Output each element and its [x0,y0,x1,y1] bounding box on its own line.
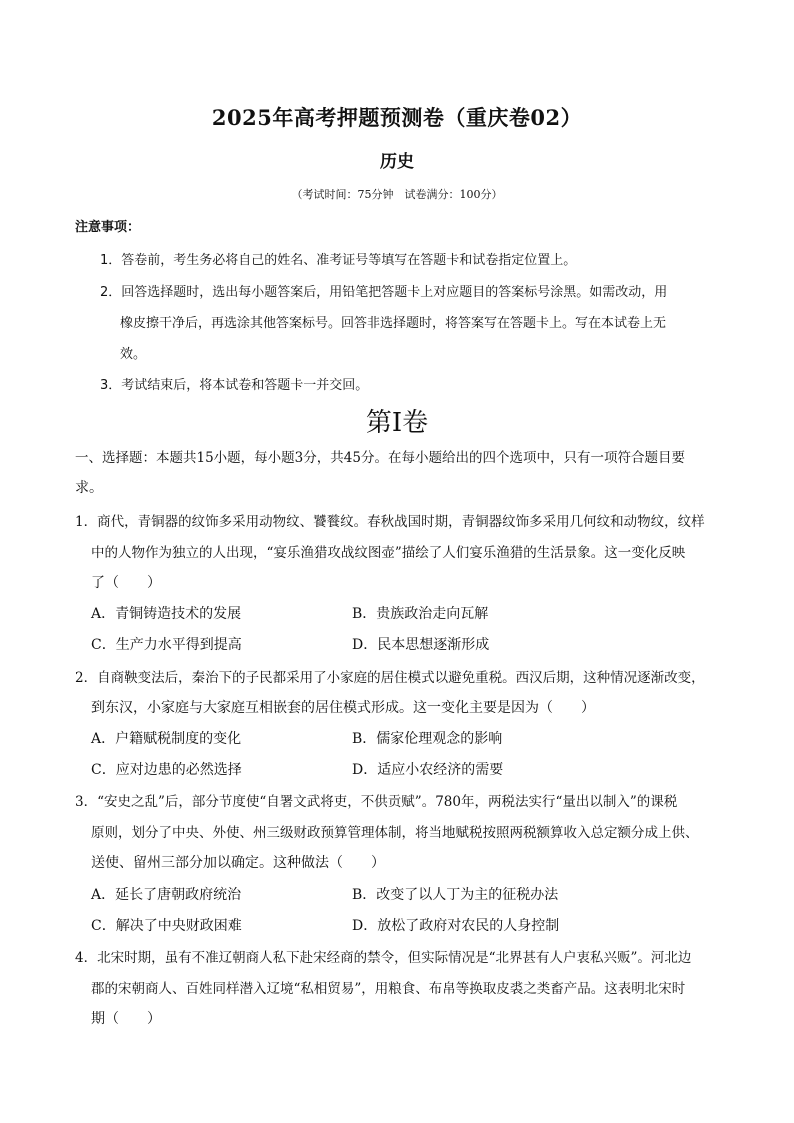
question-1-option-a[interactable]: A．青铜铸造技术的发展 [91,606,242,622]
notice-item: 3．考试结束后，将本试卷和答题卡一并交回。 [100,378,369,393]
question-4-line: 期（ ） [91,1011,161,1027]
question-3-line: 3．“安史之乱”后，部分节度使“自署文武将吏，不供贡赋”。780年，两税法实行“量出以制入”的课税 [75,794,678,810]
notice-item: 1．答卷前，考生务必将自己的姓名、准考证号等填写在答题卡和试卷指定位置上。 [100,253,577,268]
question-3-line: 原则，划分了中央、外使、州三级财政预算管理体制，将当地赋税按照两税额算收入总定额分成上供、 [91,825,699,841]
question-3-option-c[interactable]: C．解决了中央财政困难 [91,918,242,934]
question-3-line: 送使、留州三部分加以确定。这种做法（ ） [91,855,385,871]
question-4-line: 4．北宋时期，虽有不准辽朝商人私下赴宋经商的禁令，但实际情况是“北界甚有人户衷私兴贩”。河北边 [75,950,692,966]
notice-item: 2．回答选择题时，选出每小题答案后，用铅笔把答题卡上对应题目的答案标号涂黑。如需改动，用 [100,285,668,300]
question-2-option-d[interactable]: D．适应小农经济的需要 [352,762,504,778]
question-1-line: 了（ ） [91,575,161,591]
question-4-line: 郡的宋朝商人、百姓同样潜入辽境“私相贸易”，用粮食、布帛等换取皮裘之类畜产品。这表明北宋时 [91,981,686,997]
question-3-option-b[interactable]: B．改变了以人丁为主的征税办法 [352,887,559,903]
question-2-line: 2．自商鞅变法后，秦治下的子民都采用了小家庭的居住模式以避免重税。西汉后期，这种情况逐渐改变， [75,670,705,686]
subject-title: 历史 [380,152,414,172]
notice-item: 橡皮擦干净后，再选涂其他答案标号。回答非选择题时，将答案写在答题卡上。写在本试卷上无 [120,316,667,331]
question-3-option-a[interactable]: A．延长了唐朝政府统治 [91,887,242,903]
section-intro: 一、选择题：本题共15小题，每小题3分，共45分。在每小题给出的四个选项中，只有一项符合题目要 [75,450,685,466]
exam-info: （考试时间：75分钟 试卷满分：100分） [291,188,503,201]
question-2-option-b[interactable]: B．儒家伦理观念的影响 [352,731,503,747]
question-1-option-d[interactable]: D．民本思想逐渐形成 [352,637,490,653]
question-1-option-c[interactable]: C．生产力水平得到提高 [91,637,242,653]
question-2-line: 到东汉，小家庭与大家庭互相嵌套的居住模式形成。这一变化主要是因为（ ） [91,700,595,716]
question-1-line: 中的人物作为独立的人出现，“宴乐渔猎攻战纹图壶”描绘了人们宴乐渔猎的生活景象。这一变化反映 [91,545,686,561]
question-2-option-a[interactable]: A．户籍赋税制度的变化 [91,731,242,747]
notice-item: 效。 [120,347,147,362]
question-1-option-b[interactable]: B．贵族政治走向瓦解 [352,606,489,622]
exam-title: 2025年高考押题预测卷（重庆卷02） [211,105,583,130]
section-intro: 求。 [75,480,103,496]
notice-heading: 注意事项： [75,220,141,235]
question-1-line: 1．商代，青铜器的纹饰多采用动物纹、饕餮纹。春秋战国时期，青铜器纹饰多采用几何纹和动物纹，纹样 [75,514,705,530]
section-title: 第Ⅰ卷 [365,408,429,438]
question-2-option-c[interactable]: C．应对边患的必然选择 [91,762,242,778]
question-3-option-d[interactable]: D．放松了政府对农民的人身控制 [352,918,560,934]
